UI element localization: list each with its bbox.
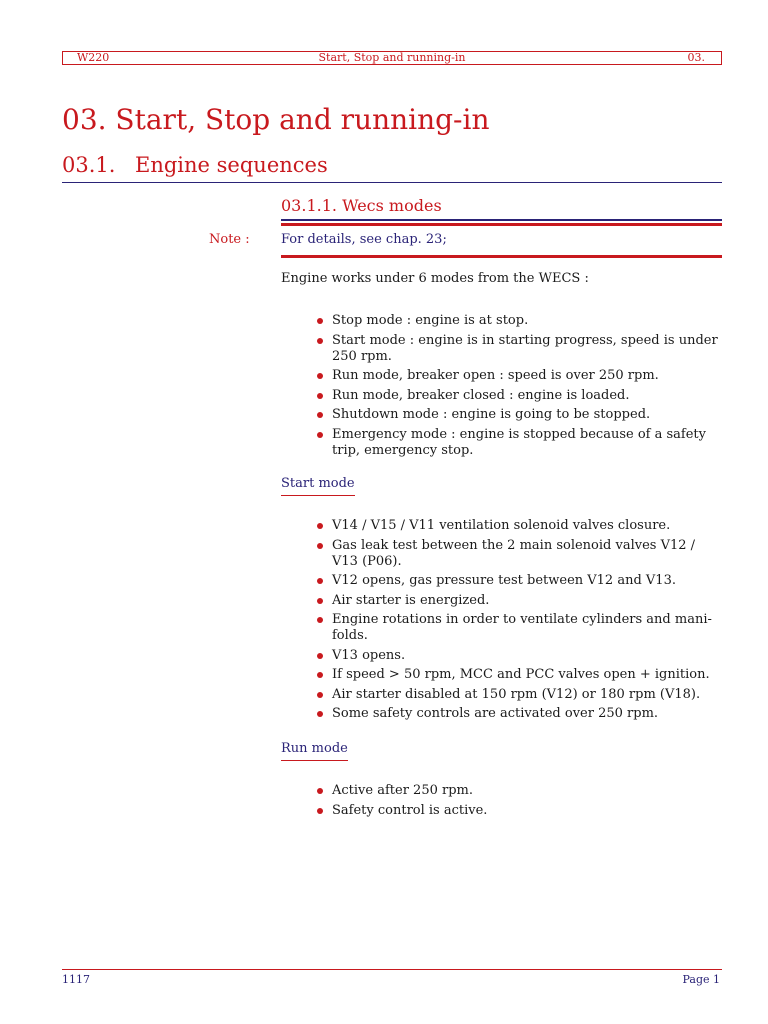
- bullet-icon: [317, 578, 323, 584]
- bullet-icon: [317, 432, 323, 438]
- list-item-text: Start mode : engine is in starting progress, speed is under 250 rpm.: [332, 332, 718, 364]
- list-item-text: Safety control is active.: [332, 802, 488, 818]
- list-item-text: V14 / V15 / V11 ventilation solenoid valves closure.: [332, 518, 671, 533]
- list-item: [316, 333, 724, 365]
- footer-page-number: Page 1: [682, 973, 720, 986]
- header-chapter-title: Start, Stop and running-in: [318, 51, 466, 64]
- list-item-text: Run mode, breaker open : speed is over 250 rpm.: [332, 368, 659, 383]
- list-item: [316, 368, 724, 384]
- list-item-text: Air starter disabled at 150 rpm (V12) or 180 rpm (V18).: [332, 686, 701, 702]
- list-item: [316, 783, 724, 799]
- list-item-text: Run mode, breaker closed : engine is loaded.: [332, 387, 630, 403]
- list-item: [316, 427, 724, 459]
- section-number: 03.1.: [62, 153, 116, 177]
- bullet-icon: [317, 543, 323, 549]
- list-item: [316, 313, 724, 329]
- bullet-icon: [317, 653, 323, 659]
- bullet-icon: [317, 692, 323, 698]
- list-item-text: Active after 250 rpm.: [332, 783, 473, 798]
- list-item: [316, 706, 724, 722]
- bullet-icon: [317, 393, 323, 399]
- list-item-text: Shutdown mode : engine is going to be stopped.: [332, 407, 651, 422]
- chapter-title: 03. Start, Stop and running-in: [62, 103, 490, 136]
- note-label: Note :: [209, 232, 250, 247]
- list-item-text: Gas leak test between the 2 main solenoid valves V12 / V13 (P06).: [332, 537, 696, 569]
- list-item: [316, 518, 724, 534]
- section-title: Engine sequences: [135, 153, 328, 177]
- list-item-text: Air starter is energized.: [332, 592, 490, 608]
- intro-paragraph: Engine works under 6 modes from the WECS :: [281, 271, 589, 286]
- list-item: [316, 687, 724, 703]
- list-item: [316, 388, 724, 404]
- modes-list: [316, 313, 724, 462]
- subsection-title: 03.1.1. Wecs modes: [281, 196, 442, 215]
- bullet-icon: [317, 338, 323, 344]
- section-heading: [62, 152, 328, 178]
- list-item-text: Emergency mode : engine is stopped because of a safety trip, emergency stop.: [332, 426, 706, 458]
- running-header: [62, 51, 722, 65]
- list-item: [316, 407, 724, 423]
- bullet-icon: [317, 617, 323, 623]
- list-item: [316, 573, 724, 589]
- header-chapter-number: 03.: [687, 51, 705, 64]
- section-rule: [62, 182, 722, 183]
- list-item: [316, 667, 724, 683]
- list-item-text: Engine rotations in order to ventilate cylinders and mani-folds.: [332, 612, 712, 643]
- bullet-icon: [317, 711, 323, 717]
- header-doc-code: W220: [77, 51, 110, 64]
- bullet-icon: [317, 318, 323, 324]
- footer-rule: [62, 969, 722, 970]
- run-mode-heading: Run mode: [281, 741, 348, 761]
- list-item-text: V13 opens.: [332, 647, 406, 663]
- list-item: [316, 803, 724, 819]
- bullet-icon: [317, 672, 323, 678]
- note-text: For details, see chap. 23;: [281, 232, 447, 247]
- start-mode-list: [316, 518, 724, 726]
- list-item: [316, 612, 724, 644]
- list-item-text: Some safety controls are activated over 250 rpm.: [332, 706, 659, 721]
- bullet-icon: [317, 788, 323, 794]
- bullet-icon: [317, 598, 323, 604]
- bullet-icon: [317, 412, 323, 418]
- list-item-text: If speed > 50 rpm, MCC and PCC valves open + ignition.: [332, 667, 710, 682]
- footer-document-number: 1117: [62, 973, 90, 986]
- start-mode-heading: Start mode: [281, 476, 355, 496]
- bullet-icon: [317, 523, 323, 529]
- list-item: [316, 593, 724, 609]
- note-bottom-rule: [281, 255, 722, 258]
- list-item: [316, 648, 724, 664]
- bullet-icon: [317, 373, 323, 379]
- list-item-text: V12 opens, gas pressure test between V12 and V13.: [332, 573, 676, 588]
- run-mode-list: [316, 783, 724, 822]
- list-item-text: Stop mode : engine is at stop.: [332, 313, 529, 328]
- list-item: [316, 538, 724, 570]
- bullet-icon: [317, 808, 323, 814]
- note-top-rule: [281, 219, 722, 226]
